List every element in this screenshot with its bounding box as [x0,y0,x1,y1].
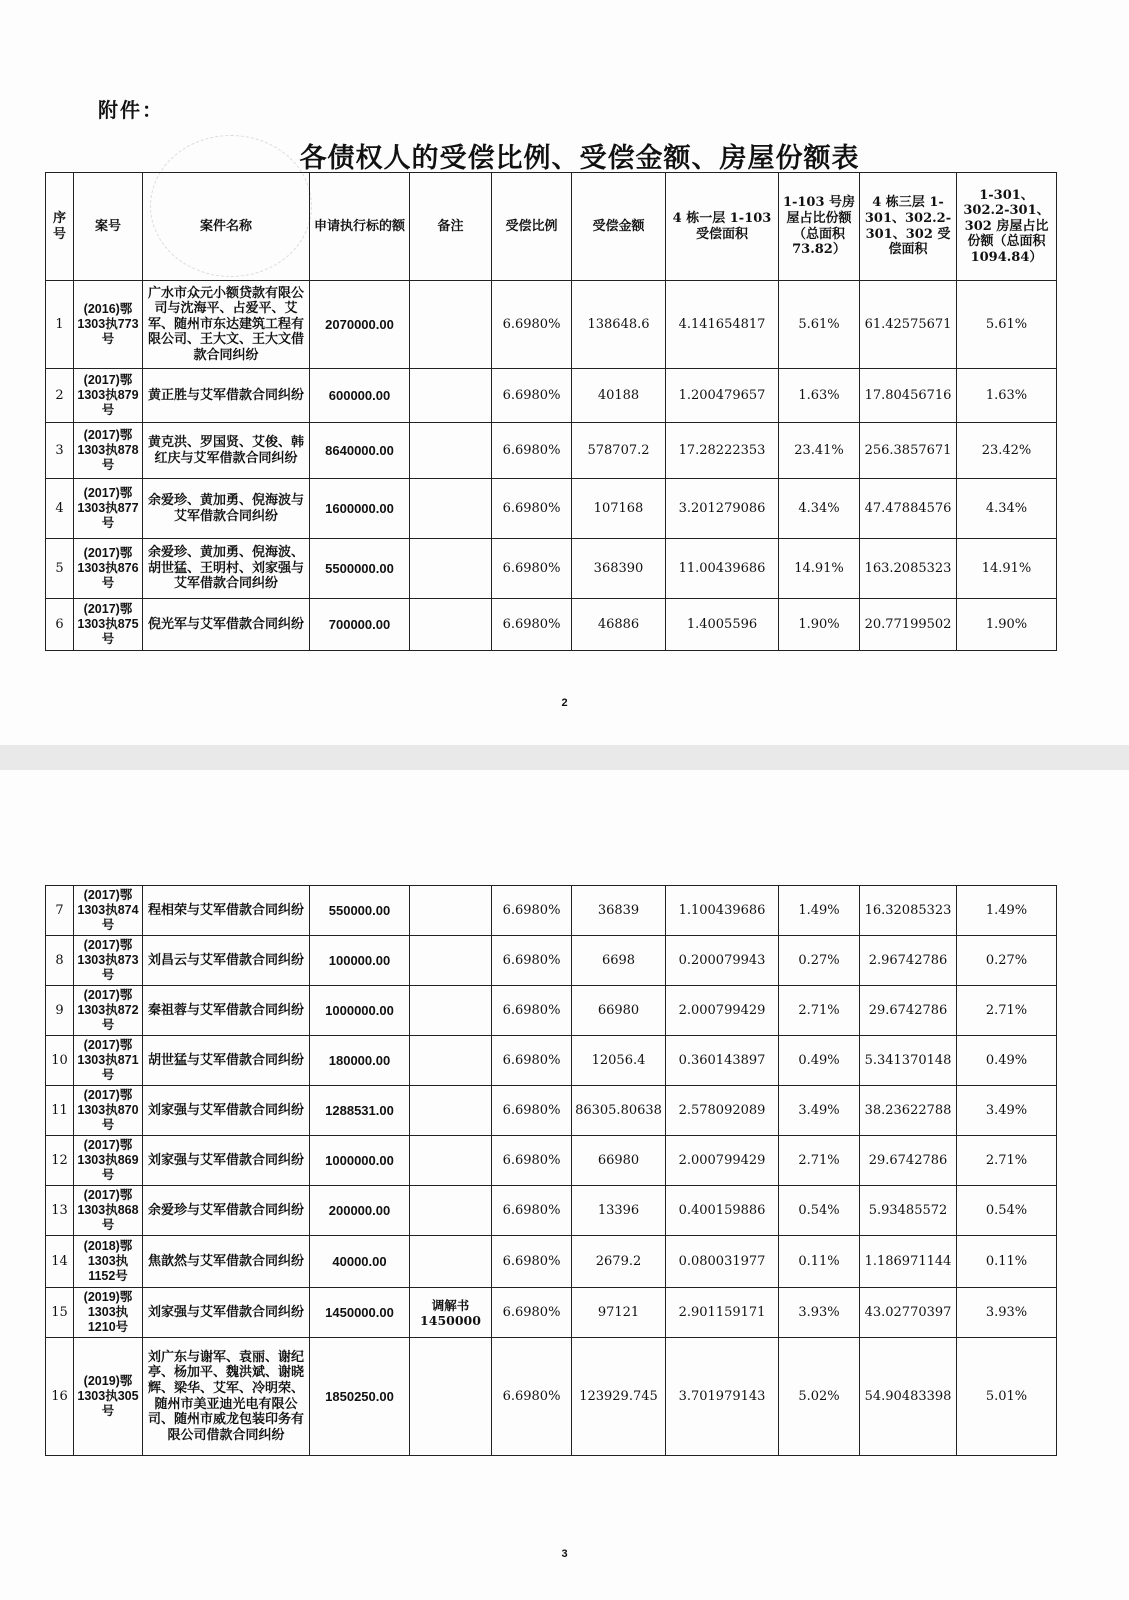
row-amount: 2679.2 [572,1236,666,1288]
row-area-1103: 1.200479657 [666,369,779,423]
row-seq: 11 [46,1086,74,1136]
table-row [46,423,1057,479]
row-share-3f: 1.49% [957,886,1057,936]
row-case-name: 刘家强与艾军借款合同纠纷 [143,1086,310,1136]
row-case-no: (2019)鄂1303执305号 [74,1338,143,1456]
row-amount: 40188 [572,369,666,423]
row-case-no: (2017)鄂1303执875号 [74,599,143,651]
table-row [46,1086,1057,1136]
row-area-3f: 5.93485572 [860,1186,957,1236]
header-ratio: 受偿比例 [492,173,572,281]
table-body-page-2 [46,886,1057,1456]
row-note [410,423,492,479]
row-note [410,1036,492,1086]
row-area-1103: 1.4005596 [666,599,779,651]
row-share-1103: 0.49% [779,1036,860,1086]
row-share-1103: 1.90% [779,599,860,651]
document-page-2 [0,770,1129,1600]
row-ratio: 6.6980% [492,1036,572,1086]
row-amount: 138648.6 [572,281,666,369]
row-amount: 13396 [572,1186,666,1236]
row-apply-amount: 550000.00 [310,886,410,936]
row-area-3f: 163.2085323 [860,539,957,599]
row-area-1103: 0.080031977 [666,1236,779,1288]
row-ratio: 6.6980% [492,1186,572,1236]
row-note [410,539,492,599]
row-area-1103: 2.901159171 [666,1288,779,1338]
row-share-1103: 14.91% [779,539,860,599]
header-share-3f: 1-301、302.2-301、302 房屋占比份额（总面积 1094.84） [957,173,1057,281]
row-share-1103: 3.93% [779,1288,860,1338]
row-apply-amount: 1600000.00 [310,479,410,539]
row-apply-amount: 1450000.00 [310,1288,410,1338]
header-apply-amount: 申请执行标的额 [310,173,410,281]
row-note [410,1236,492,1288]
row-share-3f: 1.63% [957,369,1057,423]
row-case-name: 胡世猛与艾军借款合同纠纷 [143,1036,310,1086]
row-apply-amount: 40000.00 [310,1236,410,1288]
row-case-name: 黄正胜与艾军借款合同纠纷 [143,369,310,423]
row-apply-amount: 1000000.00 [310,986,410,1036]
row-share-1103: 1.49% [779,886,860,936]
row-area-1103: 1.100439686 [666,886,779,936]
row-area-1103: 0.360143897 [666,1036,779,1086]
row-share-3f: 3.49% [957,1086,1057,1136]
table-row [46,1136,1057,1186]
row-area-3f: 2.96742786 [860,936,957,986]
row-share-3f: 0.54% [957,1186,1057,1236]
row-ratio: 6.6980% [492,886,572,936]
row-note [410,281,492,369]
row-area-3f: 43.02770397 [860,1288,957,1338]
row-apply-amount: 1288531.00 [310,1086,410,1136]
row-ratio: 6.6980% [492,1338,572,1456]
table-row [46,1288,1057,1338]
row-area-1103: 0.400159886 [666,1186,779,1236]
row-seq: 12 [46,1136,74,1186]
row-seq: 3 [46,423,74,479]
row-amount: 123929.745 [572,1338,666,1456]
row-apply-amount: 5500000.00 [310,539,410,599]
row-area-1103: 0.200079943 [666,936,779,986]
row-area-1103: 2.000799429 [666,1136,779,1186]
row-seq: 16 [46,1338,74,1456]
table-body-page-1 [46,281,1057,651]
table-row [46,936,1057,986]
row-seq: 7 [46,886,74,936]
row-case-no: (2016)鄂1303执773号 [74,281,143,369]
row-case-name: 秦祖蓉与艾军借款合同纠纷 [143,986,310,1036]
row-share-3f: 1.90% [957,599,1057,651]
table-row [46,281,1057,369]
table-header-row [46,173,1057,281]
table-row [46,1186,1057,1236]
row-case-name: 焦歆然与艾军借款合同纠纷 [143,1236,310,1288]
row-ratio: 6.6980% [492,599,572,651]
row-share-1103: 4.34% [779,479,860,539]
row-case-name: 倪光军与艾军借款合同纠纷 [143,599,310,651]
row-share-1103: 0.54% [779,1186,860,1236]
table-row [46,986,1057,1036]
row-area-3f: 61.42575671 [860,281,957,369]
row-note [410,936,492,986]
row-apply-amount: 700000.00 [310,599,410,651]
row-share-1103: 2.71% [779,1136,860,1186]
row-ratio: 6.6980% [492,1136,572,1186]
row-ratio: 6.6980% [492,479,572,539]
row-note [410,599,492,651]
row-case-no: (2017)鄂1303执874号 [74,886,143,936]
row-seq: 1 [46,281,74,369]
row-case-no: (2017)鄂1303执871号 [74,1036,143,1086]
row-amount: 12056.4 [572,1036,666,1086]
row-apply-amount: 100000.00 [310,936,410,986]
row-amount: 97121 [572,1288,666,1338]
row-note [410,1086,492,1136]
document-title: 各债权人的受偿比例、受偿金额、房屋份额表 [299,143,860,174]
row-share-3f: 5.61% [957,281,1057,369]
row-note [410,886,492,936]
row-seq: 5 [46,539,74,599]
table-row [46,1338,1057,1456]
table-row [46,479,1057,539]
row-share-1103: 0.11% [779,1236,860,1288]
row-share-3f: 0.49% [957,1036,1057,1086]
row-apply-amount: 180000.00 [310,1036,410,1086]
header-amount: 受偿金额 [572,173,666,281]
row-case-name: 余爱珍、黄加勇、倪海波与艾军借款合同纠纷 [143,479,310,539]
row-apply-amount: 600000.00 [310,369,410,423]
row-case-name: 余爱珍、黄加勇、倪海波、胡世猛、王明村、刘家强与艾军借款合同纠纷 [143,539,310,599]
row-ratio: 6.6980% [492,369,572,423]
row-case-name: 刘广东与谢军、袁丽、谢纪亭、杨加平、魏洪斌、谢晓辉、梁华、艾军、冷明荣、随州市美亚迪光电有限公司、随州市威龙包装印务有限公司借款合同纠纷 [143,1338,310,1456]
row-area-1103: 17.28222353 [666,423,779,479]
row-share-3f: 2.71% [957,986,1057,1036]
row-case-no: (2019)鄂1303执1210号 [74,1288,143,1338]
row-share-3f: 0.11% [957,1236,1057,1288]
attachment-label: 附件： [98,98,164,122]
row-share-1103: 5.61% [779,281,860,369]
row-case-no: (2017)鄂1303执868号 [74,1186,143,1236]
row-amount: 36839 [572,886,666,936]
row-share-3f: 2.71% [957,1136,1057,1186]
row-apply-amount: 200000.00 [310,1186,410,1236]
row-case-name: 刘昌云与艾军借款合同纠纷 [143,936,310,986]
header-case-name: 案件名称 [143,173,310,281]
row-ratio: 6.6980% [492,986,572,1036]
row-apply-amount: 1850250.00 [310,1338,410,1456]
row-share-1103: 3.49% [779,1086,860,1136]
row-area-1103: 11.00439686 [666,539,779,599]
row-amount: 46886 [572,599,666,651]
row-case-name: 刘家强与艾军借款合同纠纷 [143,1288,310,1338]
row-seq: 13 [46,1186,74,1236]
row-case-no: (2017)鄂1303执872号 [74,986,143,1036]
row-share-1103: 23.41% [779,423,860,479]
row-amount: 107168 [572,479,666,539]
row-seq: 4 [46,479,74,539]
row-ratio: 6.6980% [492,539,572,599]
row-case-no: (2017)鄂1303执870号 [74,1086,143,1136]
row-share-3f: 4.34% [957,479,1057,539]
creditor-table-page-2 [45,885,1057,1456]
row-note [410,479,492,539]
row-ratio: 6.6980% [492,1236,572,1288]
row-amount: 368390 [572,539,666,599]
row-case-name: 余爱珍与艾军借款合同纠纷 [143,1186,310,1236]
row-ratio: 6.6980% [492,936,572,986]
row-ratio: 6.6980% [492,281,572,369]
row-case-no: (2017)鄂1303执878号 [74,423,143,479]
row-share-3f: 14.91% [957,539,1057,599]
row-amount: 6698 [572,936,666,986]
row-case-name: 黄克洪、罗国贤、艾俊、韩红庆与艾军借款合同纠纷 [143,423,310,479]
row-case-no: (2017)鄂1303执873号 [74,936,143,986]
row-case-name: 广水市众元小额贷款有限公司与沈海平、占爱平、艾军、随州市东达建筑工程有限公司、王大文、王大文借款合同纠纷 [143,281,310,369]
table-row [46,1036,1057,1086]
row-share-3f: 0.27% [957,936,1057,986]
row-area-3f: 29.6742786 [860,986,957,1036]
table-row [46,599,1057,651]
row-area-3f: 20.77199502 [860,599,957,651]
row-note: 调解书1450000 [410,1288,492,1338]
row-area-3f: 1.186971144 [860,1236,957,1288]
row-seq: 6 [46,599,74,651]
row-share-1103: 1.63% [779,369,860,423]
header-seq: 序号 [46,173,74,281]
table-row [46,539,1057,599]
row-note [410,986,492,1036]
header-area-3f: 4 栋三层 1-301、302.2-301、302 受偿面积 [860,173,957,281]
header-area-1103: 4 栋一层 1-103 受偿面积 [666,173,779,281]
row-seq: 10 [46,1036,74,1086]
row-area-3f: 54.90483398 [860,1338,957,1456]
table-row [46,886,1057,936]
row-area-1103: 2.000799429 [666,986,779,1036]
header-share-1103: 1-103 号房屋占比份额（总面积 73.82） [779,173,860,281]
row-note [410,1136,492,1186]
row-area-1103: 3.701979143 [666,1338,779,1456]
row-share-1103: 2.71% [779,986,860,1036]
row-amount: 86305.80638 [572,1086,666,1136]
row-amount: 66980 [572,1136,666,1186]
row-case-name: 刘家强与艾军借款合同纠纷 [143,1136,310,1186]
document-page-1 [0,0,1129,745]
row-area-3f: 38.23622788 [860,1086,957,1136]
row-note [410,369,492,423]
table-row [46,369,1057,423]
row-area-1103: 2.578092089 [666,1086,779,1136]
row-area-3f: 256.3857671 [860,423,957,479]
row-area-3f: 29.6742786 [860,1136,957,1186]
row-case-no: (2017)鄂1303执876号 [74,539,143,599]
row-apply-amount: 8640000.00 [310,423,410,479]
row-apply-amount: 1000000.00 [310,1136,410,1186]
row-area-1103: 4.141654817 [666,281,779,369]
row-seq: 9 [46,986,74,1036]
row-case-no: (2017)鄂1303执869号 [74,1136,143,1186]
row-area-3f: 16.32085323 [860,886,957,936]
row-ratio: 6.6980% [492,423,572,479]
row-ratio: 6.6980% [492,1086,572,1136]
row-amount: 578707.2 [572,423,666,479]
row-area-3f: 17.80456716 [860,369,957,423]
row-case-no: (2017)鄂1303执877号 [74,479,143,539]
row-note [410,1338,492,1456]
row-seq: 14 [46,1236,74,1288]
row-case-no: (2018)鄂1303执1152号 [74,1236,143,1288]
row-amount: 66980 [572,986,666,1036]
row-share-3f: 5.01% [957,1338,1057,1456]
row-seq: 8 [46,936,74,986]
creditor-table-page-1 [45,172,1057,651]
row-area-1103: 3.201279086 [666,479,779,539]
row-apply-amount: 2070000.00 [310,281,410,369]
header-note: 备注 [410,173,492,281]
header-case-no: 案号 [74,173,143,281]
row-ratio: 6.6980% [492,1288,572,1338]
row-share-1103: 5.02% [779,1338,860,1456]
row-seq: 2 [46,369,74,423]
row-seq: 15 [46,1288,74,1338]
page-number: 2 [561,697,568,709]
table-row [46,1236,1057,1288]
row-area-3f: 47.47884576 [860,479,957,539]
row-share-1103: 0.27% [779,936,860,986]
page-number: 3 [561,1548,568,1560]
row-share-3f: 23.42% [957,423,1057,479]
row-share-3f: 3.93% [957,1288,1057,1338]
row-note [410,1186,492,1236]
row-case-name: 程相荣与艾军借款合同纠纷 [143,886,310,936]
row-area-3f: 5.341370148 [860,1036,957,1086]
row-case-no: (2017)鄂1303执879号 [74,369,143,423]
